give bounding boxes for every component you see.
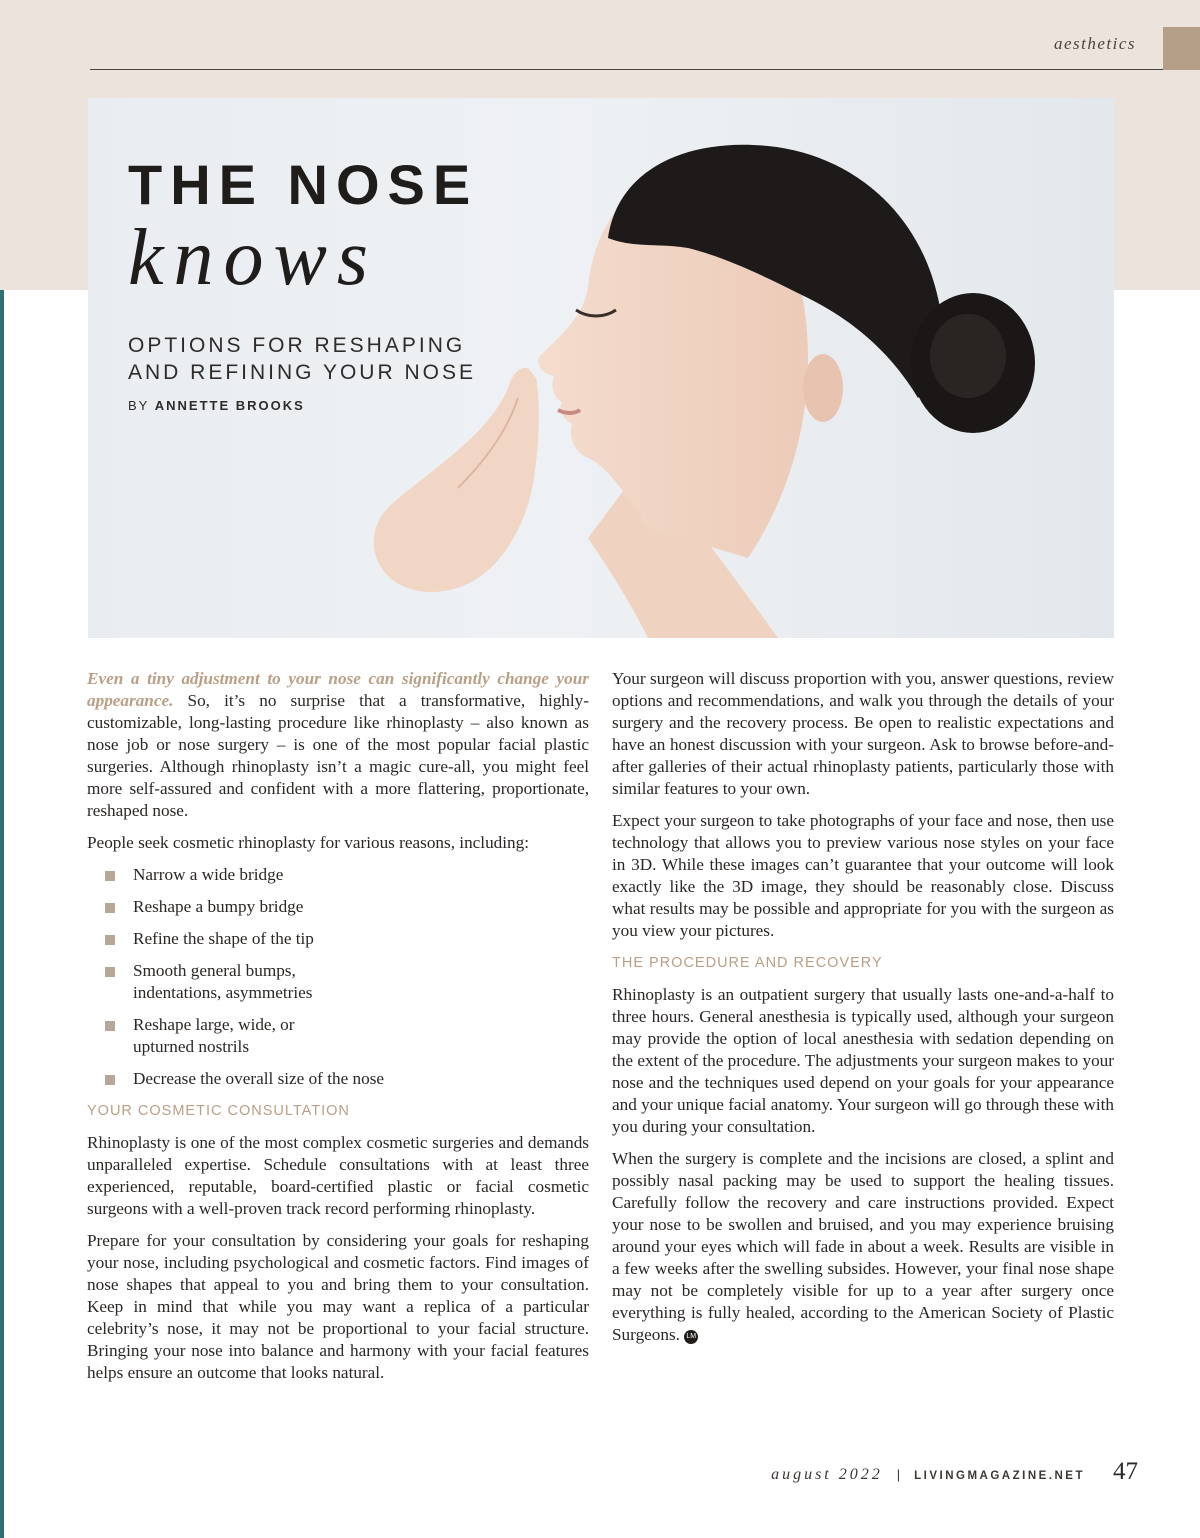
section-tab-marker: [1163, 27, 1200, 70]
lead-in: Even a tiny adjustment to your nose can significantly change your appearance.: [87, 669, 589, 710]
article-column-right: [612, 668, 1114, 1356]
subtitle: [128, 332, 478, 386]
hero-photo: [88, 98, 1114, 638]
surgeon-paragraph-2: Expect your surgeon to take photographs of your face and nose, then use technology that allows you to preview various nose styles on your face in 3D. While these images can’t guarantee that your outcome will look exactly like the 3D image, they should be reasonably close. Discuss what results may be possible and appropriate for you with the surgeon as you view your pictures.: [612, 811, 1114, 940]
section-heading-consultation: YOUR COSMETIC CONSULTATION: [87, 1103, 350, 1119]
intro-text: So, it’s no surprise that a transformative, highly-customizable, long-lasting procedure like rhinoplasty – also known as nose job or nose surgery – is one of the most popular facial plastic surgeries. Although rhinoplasty isn’t a magic cure-all, you might feel more self-assured and confident with a more flattering, proportionate, reshaped nose.: [87, 691, 589, 820]
byline: [128, 398, 478, 413]
consultation-paragraph-2: Prepare for your consultation by considering your goals for reshaping your nose, including psychological and cosmetic factors. Find images of nose shapes that appeal to you and bring them to your consultation. Keep in mind that while you may want a replica of a particular celebrity’s nose, it may not be proportional to your facial structure. Bringing your nose into balance and harmony with your facial features helps ensure an outcome that looks natural.: [87, 1231, 589, 1382]
consultation-paragraph-1: Rhinoplasty is one of the most complex cosmetic surgeries and demands unparalleled expertise. Schedule consultations with at least three experienced, reputable, board-certified plastic or facial cosmetic surgeons with a well-proven track record performing rhinoplasty.: [87, 1133, 589, 1218]
bullet-square-icon: [105, 1075, 115, 1085]
list-item: Narrow a wide bridge: [87, 864, 589, 886]
subtitle-line-1: OPTIONS FOR RESHAPING: [128, 334, 466, 357]
surgeon-paragraph-1: Your surgeon will discuss proportion with you, answer questions, review options and recommendations, and walk you through the details of your surgery and the recovery process. Be open to realistic expectations and have an honest discussion with your surgeon. Ask to browse before-and-after galleries of their actual rhinoplasty patients, particularly those with similar features to your own.: [612, 669, 1114, 798]
section-heading-procedure: THE PROCEDURE AND RECOVERY: [612, 955, 883, 971]
list-item: Decrease the overall size of the nose: [87, 1068, 589, 1090]
title-block: [128, 153, 479, 413]
bullet-square-icon: [105, 1021, 115, 1031]
ear: [803, 354, 843, 422]
procedure-paragraph-2: When the surgery is complete and the incisions are closed, a splint and possibly nasal packing may be used to support the healing tissues. Carefully follow the recovery and care instructions provided. Expect your nose to be swollen and bruised, and you may experience bruising around your eyes which will fade in about a week. Results are visible in a few weeks after the swelling subsides. However, your final nose shape may not be completely visible for up to a year after surgery once everything is fully healed, according to the American Society of Plastic Surgeons. LM: [612, 1149, 1114, 1344]
article-column-left: [87, 668, 589, 1394]
reasons-list: [87, 864, 589, 1090]
footer-separator: |: [896, 1467, 901, 1482]
byline-author: ANNETTE BROOKS: [154, 398, 305, 413]
reasons-intro: People seek cosmetic rhinoplasty for various reasons, including:: [87, 833, 529, 852]
page-edge-strip: [0, 290, 4, 1538]
title-main: THE NOSE: [128, 153, 479, 216]
header-rule: [90, 69, 1164, 70]
bullet-square-icon: [105, 871, 115, 881]
section-tag: aesthetics: [1053, 34, 1136, 53]
procedure-paragraph-1: Rhinoplasty is an outpatient surgery that usually lasts one-and-a-half to three hours. General anesthesia is typically used, although your surgeon may provide the option of local anesthesia with sedation depending on the extent of the procedure. The adjustments your surgeon makes to your nose and the techniques used depend on your goals for your appearance and your unique facial anatomy. Your surgeon will go through these with you during your consultation.: [612, 985, 1114, 1136]
issue-date: august 2022: [771, 1466, 883, 1483]
list-item: Smooth general bumps, indentations, asymmetries: [87, 960, 589, 1004]
website-link[interactable]: LIVINGMAGAZINE.NET: [914, 1470, 1085, 1482]
title-script: knows: [128, 214, 378, 302]
subtitle-line-2: AND REFINING YOUR NOSE: [128, 361, 476, 384]
byline-prefix: BY: [128, 398, 150, 413]
bullet-square-icon: [105, 903, 115, 913]
page-number: 47: [1113, 1458, 1138, 1485]
bullet-square-icon: [105, 935, 115, 945]
end-mark-icon: LM: [684, 1330, 698, 1344]
intro-paragraph: [87, 668, 589, 822]
page-footer: [771, 1458, 1138, 1486]
bullet-square-icon: [105, 967, 115, 977]
list-item: Reshape large, wide, or upturned nostrils: [87, 1014, 589, 1058]
list-item: Refine the shape of the tip: [87, 928, 589, 950]
list-item: Reshape a bumpy bridge: [87, 896, 589, 918]
